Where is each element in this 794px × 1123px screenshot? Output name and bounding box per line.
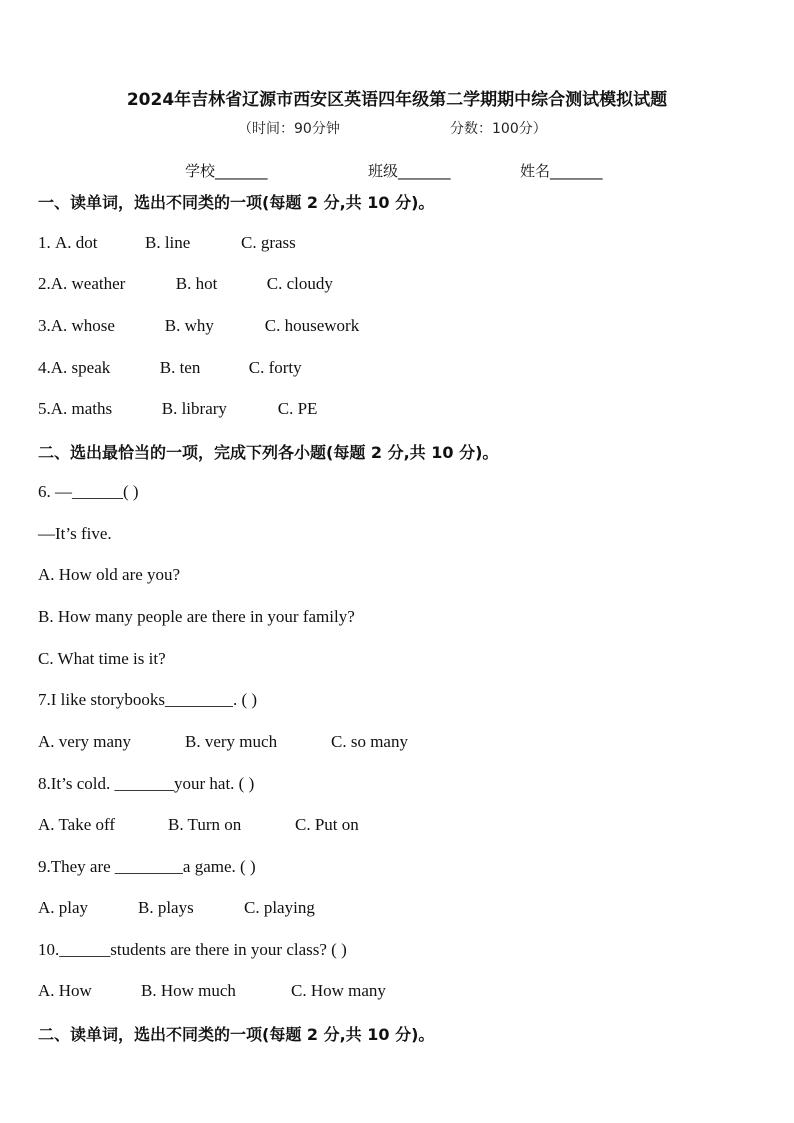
option-c: C. housework (264, 316, 360, 335)
question-4 (38, 358, 302, 378)
question-7-stem: 7.I like storybooks________. ( ) (38, 690, 258, 709)
question-8-stem: 8.It’s cold. _______your hat. ( ) (38, 774, 255, 793)
option-c: C. so many (331, 732, 408, 751)
option-a: A. dot (55, 233, 98, 252)
option-b: B. line (145, 233, 191, 252)
question-5 (38, 399, 317, 419)
section-3-heading: 二、读单词，选出不同类的一项(每题 2 分,共 10 分)。 (38, 1025, 435, 1044)
question-number: 4. (38, 358, 51, 377)
class-field: 班级_______ (368, 162, 451, 180)
option-c: C. playing (244, 898, 315, 917)
option-c: C. forty (248, 358, 302, 377)
option-b: B. library (161, 399, 227, 418)
question-6-option-c: C. What time is it? (38, 649, 166, 668)
exam-subtitle (238, 118, 758, 138)
question-6-option-a: A. How old are you? (38, 565, 181, 584)
option-c: C. grass (241, 233, 296, 252)
option-a: A. play (38, 898, 89, 917)
question-9-stem: 9.They are ________a game. ( ) (38, 857, 256, 876)
question-number: 5. (38, 399, 51, 418)
option-b: B. Turn on (168, 815, 242, 834)
question-2 (38, 274, 333, 294)
option-b: B. hot (175, 274, 218, 293)
question-8-options (38, 815, 359, 835)
exam-score: 分数：100分） (450, 121, 547, 137)
question-6-option-b: B. How many people are there in your family? (38, 607, 355, 626)
option-c: C. How many (291, 981, 386, 1000)
question-1 (38, 233, 296, 253)
option-b: B. ten (159, 358, 201, 377)
question-7-options (38, 732, 408, 752)
exam-title: 2024年吉林省辽源市西安区英语四年级第二学期期中综合测试模拟试题 (126, 90, 668, 110)
option-a: A. very many (38, 732, 132, 751)
question-9-options (38, 898, 315, 918)
option-b: B. plays (138, 898, 194, 917)
option-b: B. How much (141, 981, 236, 1000)
option-b: B. very much (185, 732, 278, 751)
section-2-heading: 二、选出最恰当的一项，完成下列各小题(每题 2 分,共 10 分)。 (38, 443, 499, 462)
exam-time: （时间：90分钟 (238, 121, 340, 137)
option-a: A. maths (50, 399, 113, 418)
option-a: A. whose (50, 316, 115, 335)
school-field: 学校_______ (185, 162, 268, 180)
question-3 (38, 316, 359, 336)
question-10-options (38, 981, 386, 1001)
option-a: A. speak (50, 358, 111, 377)
option-b: B. why (164, 316, 214, 335)
question-number: 2. (38, 274, 51, 293)
option-c: C. PE (277, 399, 318, 418)
question-6-stem: 6. —______( ) (38, 482, 139, 501)
option-c: C. cloudy (266, 274, 333, 293)
name-field: 姓名_______ (520, 162, 603, 180)
question-6-answer: —It’s five. (38, 524, 112, 543)
question-10-stem: 10.______students are there in your class? ( ) (38, 940, 347, 959)
option-c: C. Put on (295, 815, 359, 834)
question-number: 1. (38, 233, 55, 252)
section-1-heading: 一、读单词，选出不同类的一项(每题 2 分,共 10 分)。 (38, 193, 435, 212)
option-a: A. weather (50, 274, 126, 293)
option-a: A. How (38, 981, 92, 1000)
option-a: A. Take off (38, 815, 116, 834)
question-number: 3. (38, 316, 51, 335)
